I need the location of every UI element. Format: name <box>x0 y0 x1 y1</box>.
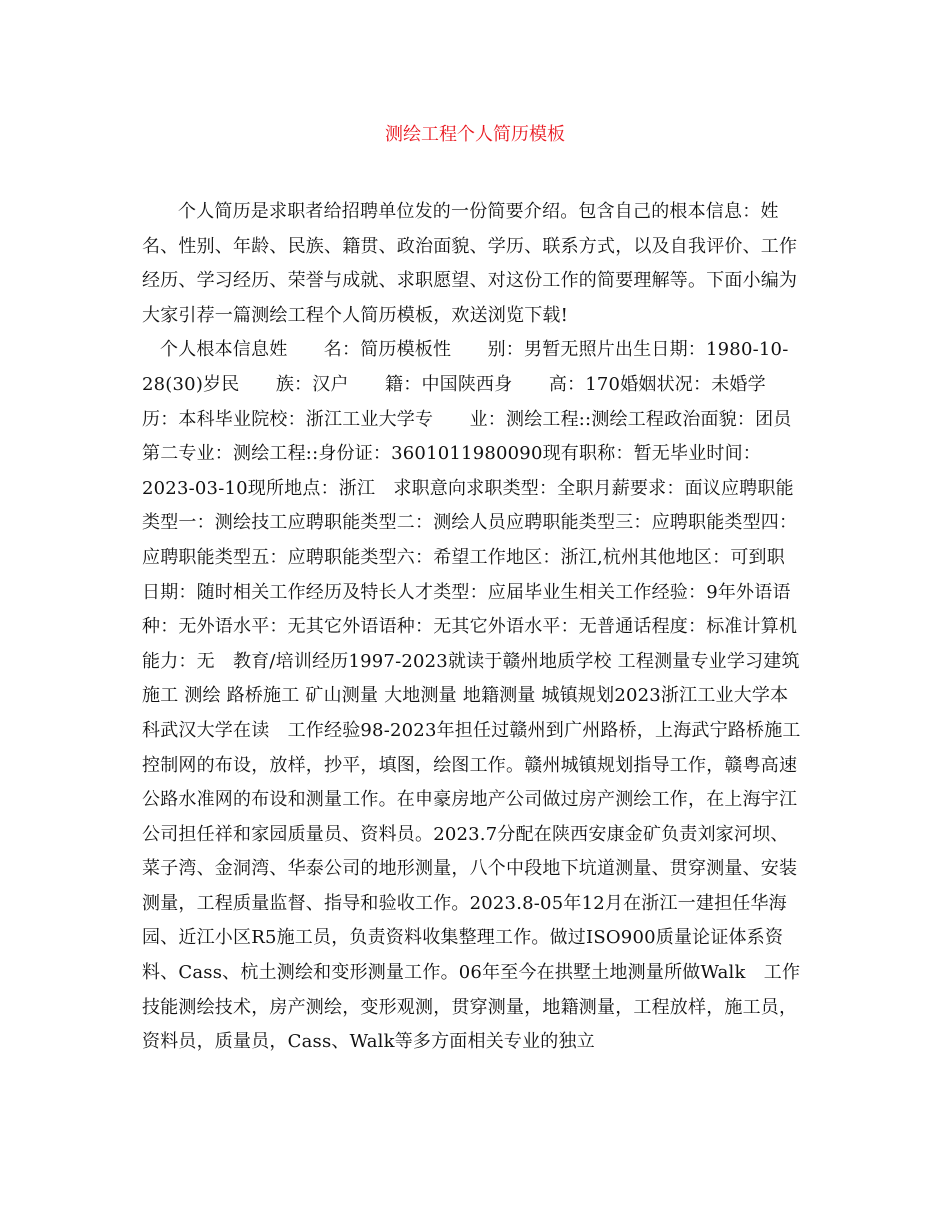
document-title: 测绘工程个人简历模板 <box>385 124 565 145</box>
document-body <box>142 195 802 1060</box>
resume-paragraph: 个人根本信息姓 名：简历模板性 别：男暂无照片出生日期：1980-10-28(30)岁民 族：汉户 籍：中国陕西身 高：170婚姻状况：未婚学历：本科毕业院校：浙江工业大学专 业：测绘工程::测绘工程政治面貌：团员第二专业：测绘工程::身份证：3601011980090现有职称：暂无毕业时间：2023-03-10现所地点：浙江 求职意向求职类型：全职月薪要求：面议应聘职能类型一：测绘技工应聘职能类型二：测绘人员应聘职能类型三：应聘职能类型四：应聘职能类型五：应聘职能类型六：希望工作地区：浙江,杭州其他地区：可到职日期：随时相关工作经历及特长人才类型：应届毕业生相关工作经验：9年外语语种：无外语水平：无其它外语语种：无其它外语水平：无普通话程度：标准计算机能力：无 教育/培训经历1997-2023就读于赣州地质学校 工程测量专业学习建筑施工 测绘 路桥施工 矿山测量 大地测量 地籍测量 城镇规划2023浙江工业大学本科武汉大学在读 工作经验98-2023年担任过赣州到广州路桥，上海武宁路桥施工控制网的布设，放样，抄平，填图，绘图工作。赣州城镇规划指导工作，赣粤高速公路水准网的布设和测量工作。在申豪房地产公司做过房产测绘工作，在上海宇江公司担任祥和家园质量员、资料员。2023.7分配在陕西安康金矿负责刘家河坝、菜子湾、金洞湾、华泰公司的地形测量，八个中段地下坑道测量、贯穿测量、安装测量，工程质量监督、指导和验收工作。2023.8-05年12月在浙江一建担任华海园、近江小区R5施工员，负责资料收集整理工作。做过ISO900质量论证体系资料、Cass、杭土测绘和变形测量工作。06年至今在拱墅土地测量所做Walk 工作技能测绘技术，房产测绘，变形观测，贯穿测量，地籍测量，工程放样，施工员，资料员，质量员，Cass、Walk等多方面相关专业的独立 <box>142 339 801 1053</box>
intro-paragraph: 个人简历是求职者给招聘单位发的一份简要介绍。包含自己的根本信息：姓名、性别、年龄、民族、籍贯、政治面貌、学历、联系方式，以及自我评价、工作经历、学习经历、荣誉与成就、求职愿望、对这份工作的简要理解等。下面小编为大家引荐一篇测绘工程个人简历模板，欢送浏览下载! <box>142 201 798 326</box>
